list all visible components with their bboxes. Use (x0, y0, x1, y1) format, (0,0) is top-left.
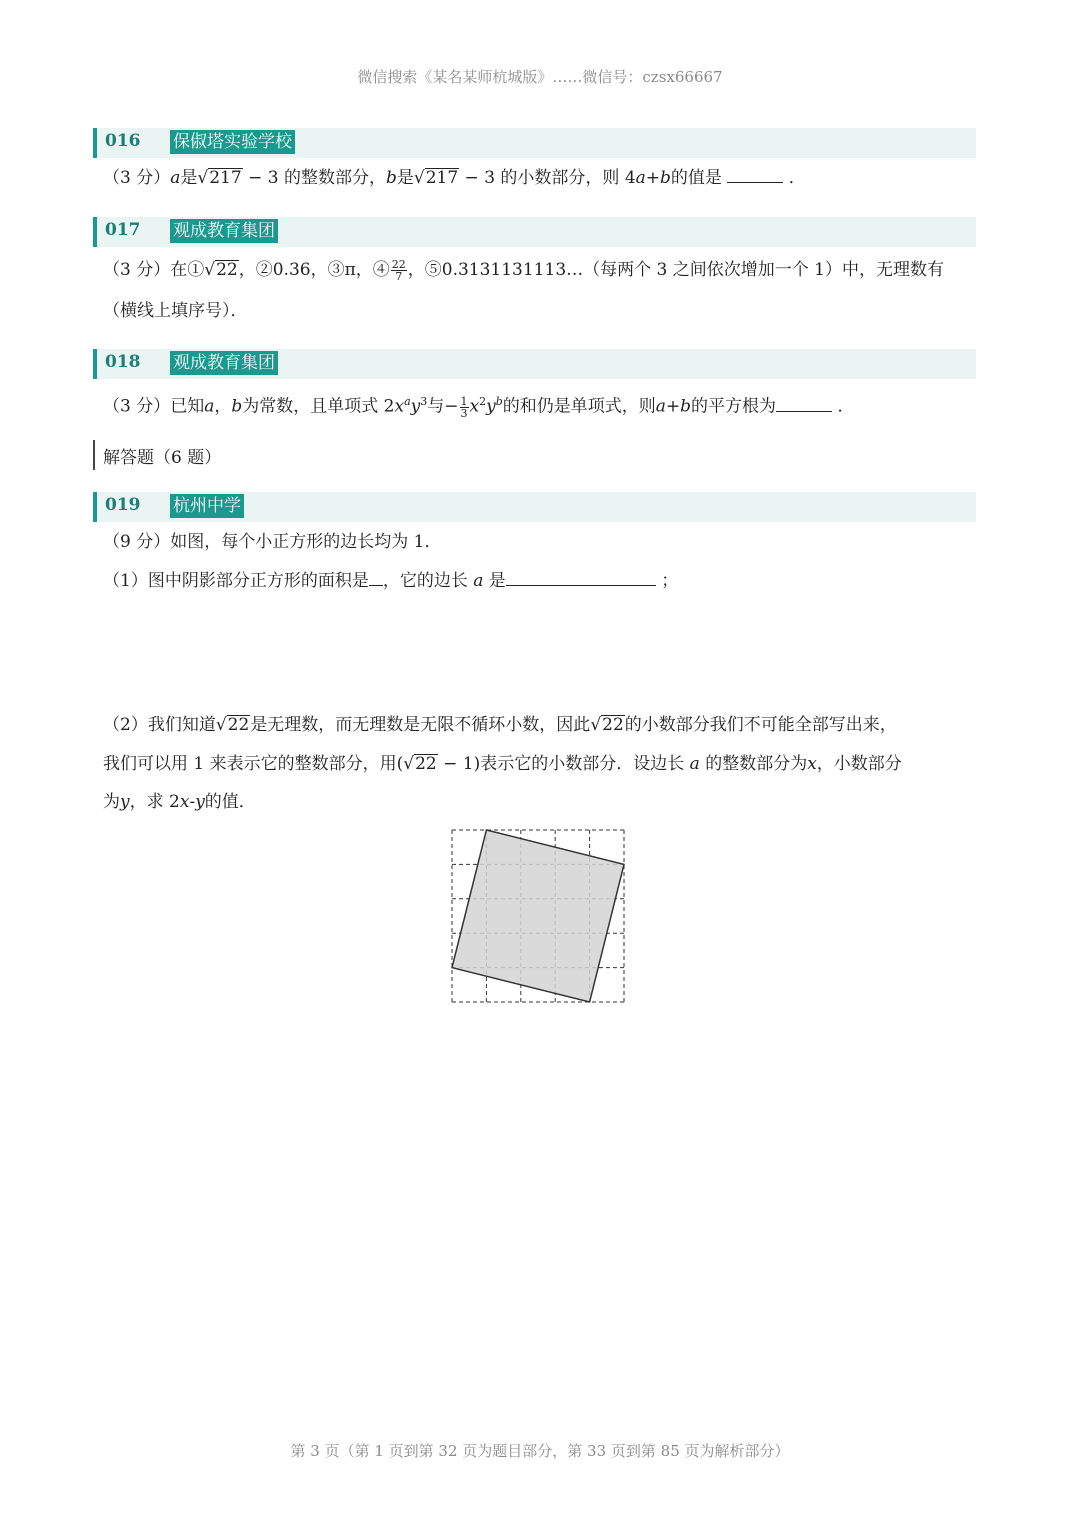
question-number: 018 (105, 352, 141, 372)
q17-text-line2: （横线上填序号）． (103, 301, 248, 321)
sqrt-radicand: 22 (227, 715, 250, 735)
question-number: 019 (105, 495, 141, 515)
section-title: 解答题（6 题） (103, 448, 222, 468)
sqrt-radicand: 217 (209, 168, 242, 188)
sqrt-radicand: 22 (602, 715, 624, 735)
q19-part1: （1）图中阴影部分正方形的面积是 ，它的边长 a 是 ； (103, 571, 679, 591)
sqrt-radicand: 22 (216, 260, 238, 280)
grid-figure (448, 826, 630, 1006)
page-footer: 第 3 页（第 1 页到第 32 页为题目部分，第 33 页到第 85 页为解析部分） (290, 1442, 790, 1460)
fraction: $\frac{1}{3}$ (460, 394, 468, 420)
fraction: $\frac{22}{7}$ (391, 258, 406, 282)
answer-blank[interactable] (776, 395, 832, 412)
q17-text: （3 分）在①√22，②0.36，③π，④ $\frac{22}{7}$ ，⑤0.3131131113…（每两个 3 之间依次增加一个 1）中，无理数有 (103, 258, 944, 282)
section-bar (93, 440, 95, 470)
school-label: 观成教育集团 (170, 351, 278, 375)
school-label: 观成教育集团 (170, 219, 278, 243)
question-header-017 (93, 217, 976, 247)
question-number: 016 (105, 131, 141, 151)
q19-part2-line2: 我们可以用 1 来表示它的整数部分，用(√22 − 1)表示它的小数部分．设边长 a 的整数部分为x，小数部分 (103, 754, 902, 774)
sqrt-radicand: 22 (415, 754, 437, 774)
question-header-019 (93, 492, 976, 522)
answer-blank[interactable] (727, 166, 783, 183)
answer-blank[interactable] (506, 569, 656, 586)
q18-text: （3 分）已知a，b为常数，且单项式 $2x^ay^3$与− $\frac{1}{3}$ $x^2y^b$的和仍是单项式，则a+b的平方根为 ． (103, 394, 855, 420)
answer-blank[interactable] (369, 569, 383, 586)
school-label: 杭州中学 (170, 494, 244, 518)
question-number: 017 (105, 220, 141, 240)
q19-part2-line3: 为y，求 2x-y的值． (103, 792, 256, 812)
q19-intro: （9 分）如图，每个小正方形的边长均为 1． (103, 532, 442, 552)
shaded-square (452, 830, 624, 1002)
school-label: 保俶塔实验学校 (170, 130, 295, 154)
question-header-018 (93, 349, 976, 379)
watermark: 微信搜索《某名某师杭城版》……微信号：czsx66667 (357, 68, 723, 86)
q19-part2-line1: （2）我们知道√22是无理数，而无理数是无限不循环小数，因此√22的小数部分我们不可能全部写出来， (103, 715, 897, 735)
sqrt-radicand: 217 (425, 168, 459, 188)
question-header-016 (93, 128, 976, 158)
q16-text: （3 分）a是√217 − 3 的整数部分，b是√217 − 3 的小数部分，则 4a+b的值是 ． (103, 168, 806, 188)
